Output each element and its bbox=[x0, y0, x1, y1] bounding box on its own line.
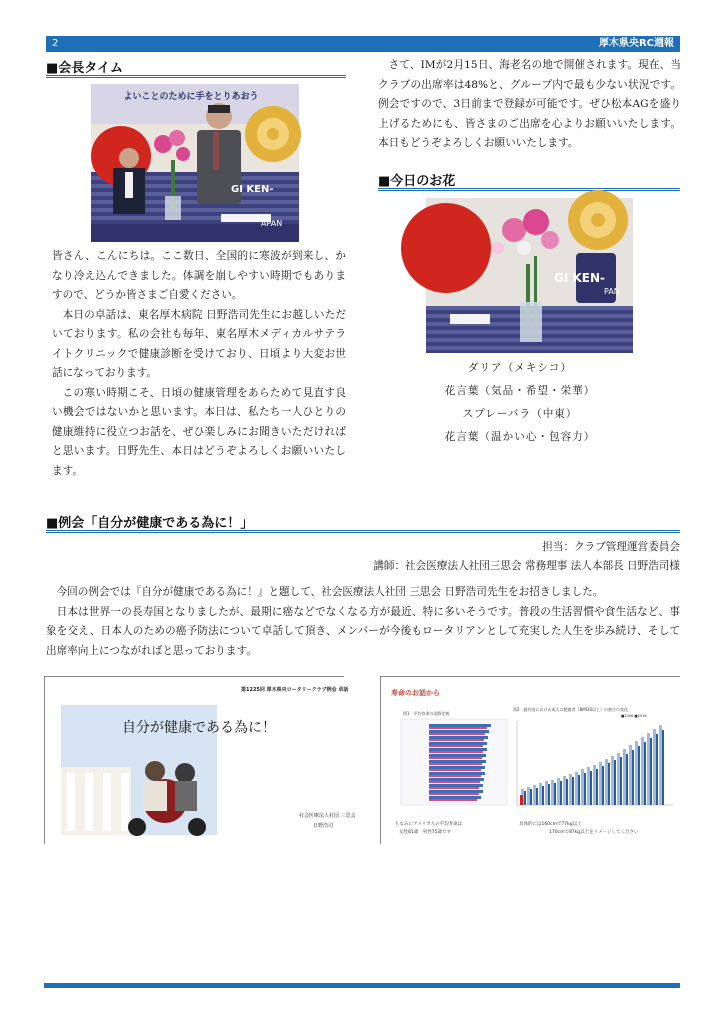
svg-text:寿命のお話から: 寿命のお話から bbox=[391, 689, 440, 697]
meeting-heading: ■例会「自分が健康である為に！」 bbox=[46, 516, 254, 531]
svg-text:日野浩司: 日野浩司 bbox=[313, 823, 334, 829]
flower-meaning: 花言葉（温かい心・包容力） bbox=[444, 431, 596, 443]
svg-text:ちなみにアメリカ人の平均寿命は: ちなみにアメリカ人の平均寿命は bbox=[395, 822, 463, 827]
footer-bar bbox=[44, 983, 680, 988]
svg-text:女性81歳 男性75歳です: 女性81歳 男性75歳です bbox=[399, 830, 451, 835]
svg-text:■2006 ■2016: ■2006 ■2016 bbox=[621, 714, 647, 718]
meeting-paragraph: 今回の例会では『自分が健康である為に！』と題して、社会医療法人社団 三思会 日野浩司先生をお招きしました。 bbox=[56, 586, 604, 598]
flower-name: スプレーバラ（中東） bbox=[462, 408, 578, 420]
meeting-organizer: 担当：クラブ管理運営委員会 bbox=[542, 541, 680, 553]
president-photo-image bbox=[91, 84, 299, 242]
svg-text:GI KEN-: GI KEN- bbox=[231, 184, 274, 195]
svg-text:図2 諸外国における成人の肥満者（BMI30以上）の割合の変: 図2 諸外国における成人の肥満者（BMI30以上）の割合の変化 bbox=[513, 707, 629, 712]
flower-photo-image bbox=[426, 198, 633, 353]
page-number: 2 bbox=[52, 38, 59, 49]
svg-text:APAN: APAN bbox=[261, 219, 283, 228]
meeting-paragraph: 日本は世界一の長寿国となりましたが、最期に癌などでなくなる方が最近、特に多いそうです。普段の生活習慣や食生活など、事象を交え、日本人のための癌予防法について卓話して頂き、メンバーが今後もロータリアンとして充実した人生を歩み続け、そして出席率向上につながればと思っております。 bbox=[46, 605, 680, 657]
newsletter-title: 厚木県央RC週報 bbox=[598, 38, 674, 49]
slide-title-image bbox=[45, 677, 356, 845]
meeting-speaker: 講師：社会医療法人社団三思会 常務理事 法人本部長 日野浩司様 bbox=[373, 560, 680, 572]
header-bar bbox=[46, 36, 680, 52]
meeting-report bbox=[46, 583, 680, 661]
slide-chart-thumbnail bbox=[380, 676, 680, 844]
president-heading-rule bbox=[46, 75, 346, 78]
svg-text:自分が健康である為に！: 自分が健康である為に！ bbox=[122, 720, 276, 736]
flower-meaning: 花言葉（気品・希望・栄華） bbox=[444, 385, 596, 397]
flower-heading-rule bbox=[378, 188, 680, 191]
svg-text:GI KEN-: GI KEN- bbox=[554, 271, 606, 285]
svg-text:よいことのために手をとりあおう: よいことのために手をとりあおう bbox=[123, 92, 259, 102]
svg-text:図1 平均寿命の国際比較: 図1 平均寿命の国際比較 bbox=[403, 711, 450, 716]
svg-text:社会医療法人社団 三思会: 社会医療法人社団 三思会 bbox=[299, 813, 356, 819]
im-announcement bbox=[378, 56, 681, 154]
president-paragraph: 本日の卓話は、東名厚木病院 日野浩司先生にお越しいただいております。私の会社も毎年、東名厚木メディカルサテライトクリニックで健康診断を受けており、日頃より大変お世話になっております。 bbox=[52, 308, 346, 379]
meeting-heading-rule bbox=[46, 530, 680, 533]
president-paragraph: この寒い時期こそ、日頃の健康管理をあらためて見直す良い機会ではないかと思います。本日は、私たち一人ひとりの健康維持に役立つお話を、ぜひ楽しみにお聞きいただければと思います。日野先生、本日はどうぞよろしくお願いいたします。 bbox=[52, 386, 346, 477]
flower-name: ダリア（メキシコ） bbox=[467, 362, 573, 374]
president-message bbox=[52, 247, 346, 481]
im-paragraph: さて、IMが2月15日、海老名の地で開催されます。現在、当クラブの出席率は48%と、グループ内で最も少ない状況です。例会ですので、3日前まで登録が可能です。ぜひ松本AGを盛り上げるためにも、皆さまのご出席を心よりお願いいたします。本日もどうぞよろしくお願いいたします。 bbox=[378, 59, 681, 149]
slide-chart-image bbox=[381, 677, 681, 845]
svg-text:PAN: PAN bbox=[604, 287, 620, 296]
svg-text:第1225回 厚木県央ロータリークラブ例会 卓話: 第1225回 厚木県央ロータリークラブ例会 卓話 bbox=[241, 687, 349, 693]
svg-text:具体的には160cmで77kg以上: 具体的には160cmで77kg以上 bbox=[519, 822, 582, 827]
president-heading: ■会長タイム bbox=[46, 61, 124, 76]
president-photo bbox=[91, 84, 299, 242]
flower-captions bbox=[420, 357, 620, 449]
flower-heading: ■今日のお花 bbox=[378, 174, 456, 189]
svg-text:170cmで87kg以上をイメージしてください: 170cmで87kg以上をイメージしてください bbox=[549, 830, 639, 835]
flower-photo bbox=[426, 198, 633, 353]
slide-title-thumbnail bbox=[44, 676, 356, 844]
president-paragraph: 皆さん、こんにちは。ここ数日、全国的に寒波が到来し、かなり冷え込んできました。体調を崩しやすい時期でもありますので、どうか皆さまご自愛ください。 bbox=[52, 250, 346, 301]
